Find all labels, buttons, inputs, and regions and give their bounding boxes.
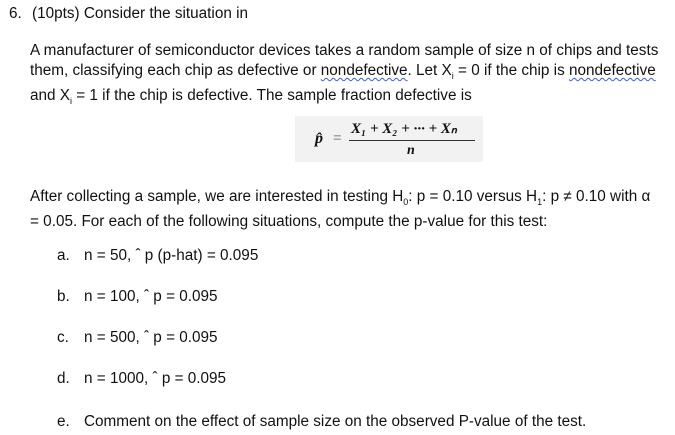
text: them, classifying each chip as defective or — [30, 62, 321, 79]
item-letter: d. — [57, 370, 70, 387]
list-item — [0, 288, 675, 308]
text: After collecting a sample, we are interested in testing H — [30, 188, 404, 205]
intro-paragraph — [30, 41, 658, 111]
hypothesis-paragraph — [30, 187, 650, 232]
hypothesis-line-1 — [30, 187, 650, 212]
subscript: i — [69, 96, 72, 107]
item-text: Comment on the effect of sample size on the observed P-value of the test. — [84, 413, 587, 430]
question-number: 6. — [9, 5, 22, 22]
subscript: 0 — [403, 197, 409, 208]
item-text: n = 50, ˆ p (p-hat) = 0.095 — [84, 247, 259, 264]
sample-fraction-formula — [295, 116, 483, 162]
spellcheck-word: nondefective — [568, 62, 656, 79]
fraction-bar — [349, 140, 475, 141]
list-item — [0, 329, 675, 349]
subscript: i — [451, 71, 454, 82]
text: = 1 if the chip is defective. The sample fraction defective is — [71, 87, 472, 105]
formula-denominator: n — [407, 143, 415, 158]
formula-lhs: p̂ — [315, 130, 323, 147]
text: : p = 0.10 versus H — [408, 188, 538, 205]
intro-line-3 — [30, 86, 658, 111]
list-item — [0, 247, 675, 267]
text: . Let X — [407, 62, 452, 79]
item-text: n = 100, ˆ p = 0.095 — [84, 288, 218, 305]
intro-line-1: A manufacturer of semiconductor devices takes a random sample of size n of chips and tests — [30, 42, 659, 59]
item-letter: c. — [57, 329, 69, 346]
subscript: 1 — [537, 197, 543, 208]
formula-numerator: X₁ + X₂ + ··· + Xₙ — [351, 121, 457, 137]
item-text: n = 1000, ˆ p = 0.095 — [84, 370, 227, 387]
item-letter: e. — [57, 413, 70, 430]
question-title: (10pts) Consider the situation in — [32, 5, 248, 22]
formula-equals: = — [333, 130, 342, 147]
item-letter: b. — [57, 288, 70, 305]
item-text: n = 500, ˆ p = 0.095 — [84, 329, 218, 346]
text: : p ≠ 0.10 with α — [542, 188, 651, 205]
text: = 0 if the chip is — [453, 62, 569, 79]
intro-line-2 — [30, 61, 658, 86]
question-header — [9, 5, 248, 23]
spellcheck-word: nondefective — [320, 62, 408, 79]
list-item — [0, 370, 675, 390]
text: and X — [30, 87, 70, 105]
item-letter: a. — [57, 247, 70, 264]
hypothesis-line-2: = 0.05. For each of the following situations, compute the p-value for this test: — [30, 213, 548, 231]
list-item — [0, 413, 675, 433]
